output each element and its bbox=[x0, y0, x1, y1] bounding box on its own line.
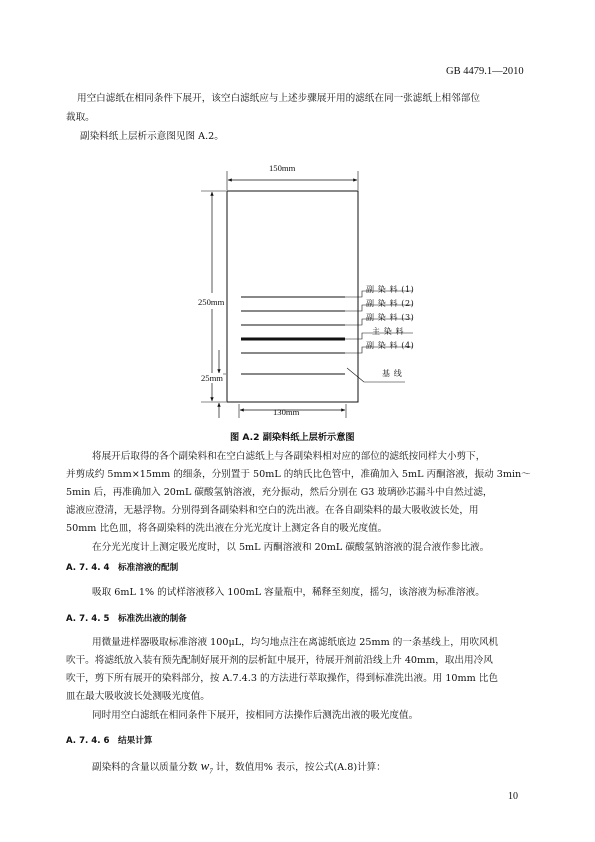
section-745-line-2: 吹干。将滤纸放入装有预先配制好展开剂的层析缸中展开，待展开剂前沿线上升 40mm，取出用冷风 bbox=[66, 655, 493, 666]
section-744-number: A. 7. 4. 4 bbox=[66, 563, 110, 573]
intro-line-2: 裁取。 bbox=[66, 112, 95, 123]
label-main-dye: 主 染 料 bbox=[372, 327, 405, 336]
section-745-line-3: 吹干，剪下所有展开的染料部分，按 A.7.4.3 的方法进行萃取操作，得到标准洗出液。用 10mm 比色 bbox=[66, 673, 498, 684]
section-745-line-4: 皿在最大吸收波长处测吸光度值。 bbox=[66, 691, 210, 702]
section-746-number: A. 7. 4. 6 bbox=[66, 736, 110, 746]
mass-fraction-subscript: 7 bbox=[209, 767, 213, 776]
dim-bottom-label: 130mm bbox=[273, 407, 300, 417]
intro-line-1: 用空白滤纸在相同条件下展开，该空白滤纸应与上述步骤展开用的滤纸在同一张滤纸上相邻部位 bbox=[77, 93, 480, 104]
section-745-title: 标准洗出液的制备 bbox=[118, 614, 187, 624]
dim-left-label: 250mm bbox=[198, 297, 225, 307]
dim-top-label: 150mm bbox=[269, 163, 296, 173]
para-line-1: 将展开后取得的各个副染料和在空白滤纸上与各副染料相对应的部位的滤纸按同样大小剪下， bbox=[92, 451, 486, 462]
standard-number: GB 4479.1—2010 bbox=[446, 66, 524, 77]
intro-line-3: 副染料纸上层析示意图见图 A.2。 bbox=[80, 131, 224, 142]
section-745-extra: 同时用空白滤纸在相同条件下展开，按相同方法操作后测洗出液的吸光度值。 bbox=[92, 710, 419, 721]
label-secondary-dye-4: 副 染 料 (4) bbox=[366, 341, 415, 350]
para-line-2: 并剪成约 5mm×15mm 的细条，分别置于 50mL 的纳氏比色管中，准确加入 5mL 丙酮溶液，振动 3min～ bbox=[66, 469, 531, 480]
figure-caption: 图 A.2 副染料纸上层析示意图 bbox=[230, 432, 355, 443]
mass-fraction-var: w bbox=[200, 758, 210, 773]
section-746-text-a: 副染料的含量以质量分数 bbox=[92, 762, 198, 773]
label-secondary-dye-1: 副 染 料 (1) bbox=[366, 285, 415, 294]
section-746-title: 结果计算 bbox=[118, 736, 153, 746]
section-745-number: A. 7. 4. 5 bbox=[66, 614, 110, 624]
dim-bottom-left-label: 25mm bbox=[201, 373, 223, 383]
section-746-text bbox=[92, 760, 386, 778]
section-744-title: 标准溶液的配制 bbox=[118, 563, 179, 573]
label-baseline: 基 线 bbox=[382, 369, 403, 378]
mass-fraction-symbol bbox=[200, 758, 213, 776]
section-744-text: 吸取 6mL 1% 的试样溶液移入 100mL 容量瓶中，稀释至刻度，摇匀，该溶液为标准溶液。 bbox=[92, 587, 485, 598]
para-line-3: 5min 后，再准确加入 20mL 碳酸氢钠溶液，充分振动，然后分别在 G3 玻璃砂芯漏斗中自然过滤， bbox=[66, 487, 493, 498]
label-secondary-dye-3: 副 染 料 (3) bbox=[366, 313, 415, 322]
para-line-4: 滤液应澄清，无悬浮物。分别得到各副染料和空白的洗出液。在各自副染料的最大吸收波长处，用 bbox=[66, 505, 479, 516]
para-line-5: 50mm 比色皿，将各副染料的洗出液在分光光度计上测定各自的吸光度值。 bbox=[66, 523, 388, 534]
page-number: 10 bbox=[508, 791, 518, 802]
section-745-line-1: 用微量进样器吸取标准溶液 100μL，均匀地点注在离滤纸底边 25mm 的一条基线上，用吹风机 bbox=[92, 637, 499, 648]
section-746-text-b: 计，数值用% 表示，按公式(A.8)计算： bbox=[215, 762, 386, 773]
label-secondary-dye-2: 副 染 料 (2) bbox=[366, 299, 415, 308]
reference-solution-line: 在分光光度计上测定吸光度时，以 5mL 丙酮溶液和 20mL 碳酸氢钠溶液的混合液作参比液。 bbox=[92, 542, 490, 553]
